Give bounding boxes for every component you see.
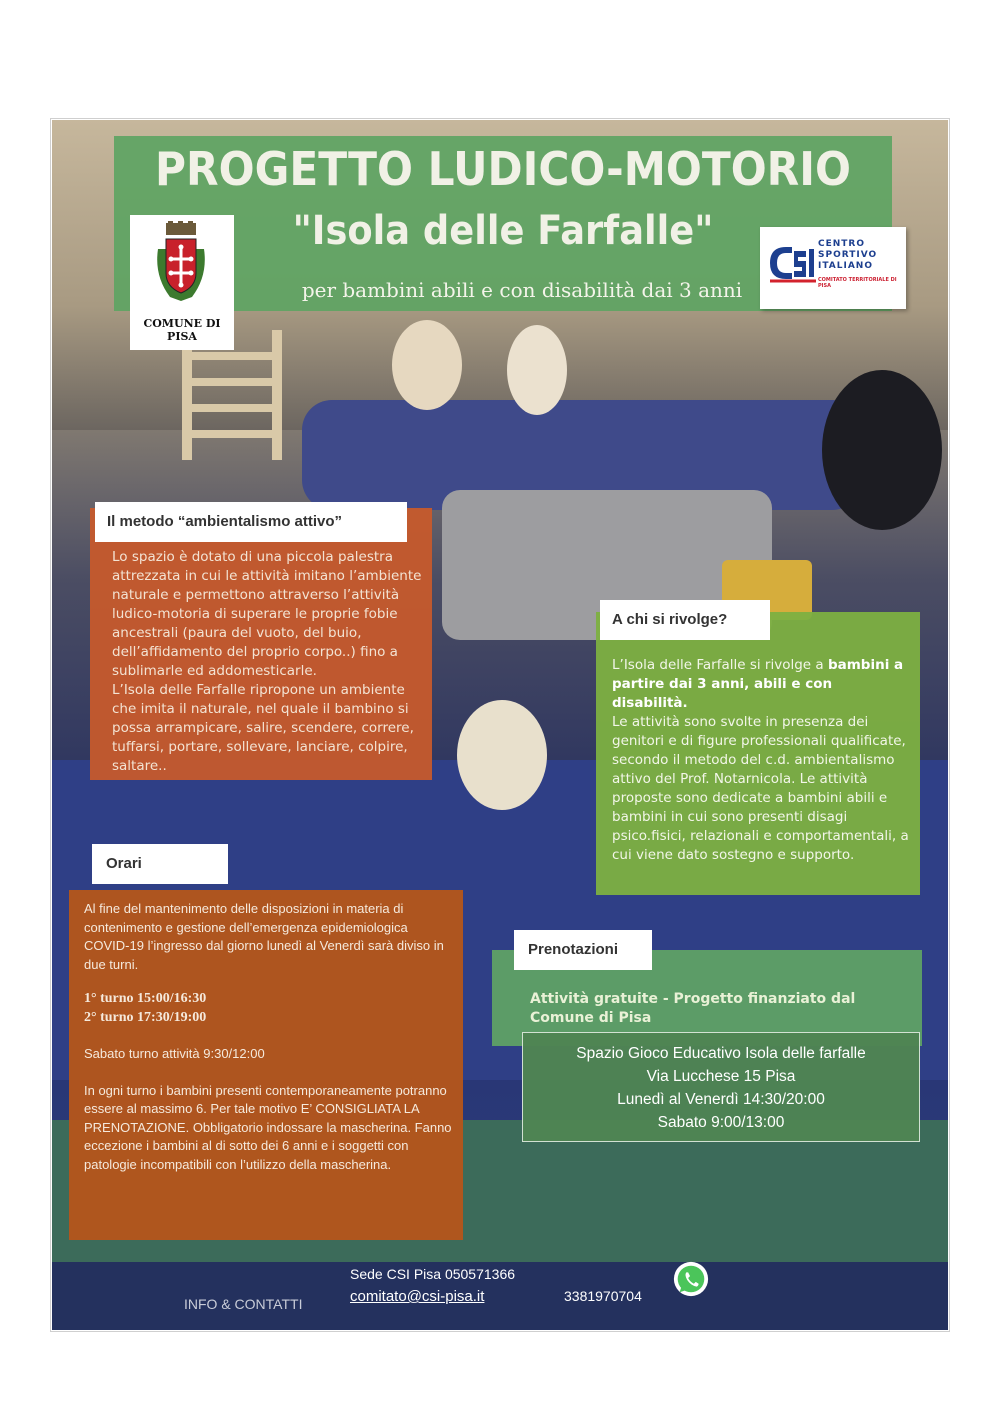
footer-info-label: INFO & CONTATTI — [184, 1296, 303, 1312]
ladder-rung — [182, 352, 282, 360]
csi-line-2: SPORTIVO — [818, 250, 878, 260]
orari-note: In ogni turno i bambini presenti contemporaneamente potranno essere al massimo 6. Per tale motivo E’ CONSIGLIATA LA PRENOTAZIONE. Obbligatorio indossare la mascherina. Fanno eccezione i bambini al di sotto dei 6 anni e i soggetti con patologie incompatibili con l’utilizzo della mascherina. — [84, 1082, 452, 1172]
child-figure — [457, 700, 547, 810]
child-figure — [392, 320, 462, 410]
orari-turno-1: 1° turno 15:00/16:30 — [84, 991, 207, 1006]
child-figure — [507, 325, 567, 415]
target-label: A chi si rivolge? — [600, 600, 770, 640]
csi-line-1: CENTRO — [818, 239, 866, 249]
whatsapp-icon[interactable] — [672, 1260, 710, 1298]
footer-email-link[interactable]: comitato@csi-pisa.it — [350, 1288, 485, 1305]
metodo-paragraph-1: Lo spazio è dotato di una piccola palestra attrezzata in cui le attività imitano l’ambiente naturale e permettono attraverso l’attività ludico-motoria di superare le proprie fobie ancestrali (paura del vuoto, del buio, dell’affidamento del proprio corpo..) fino a sublimarle ed addomesticarle. — [112, 549, 422, 679]
ladder-rail-right — [272, 330, 282, 460]
csi-line-3: ITALIANO — [818, 261, 873, 271]
footer-sede: Sede CSI Pisa 050571366 — [350, 1266, 516, 1282]
csi-mark-icon — [768, 241, 818, 285]
pisa-crest-icon — [152, 221, 210, 303]
page-subtitle-name: "Isola delle Farfalle" — [292, 208, 714, 254]
orari-intro: Al fine del mantenimento delle disposizioni in materia di contenimento e gestione dell’emergenza epidemiologica COVID-19 l’ingresso dal giorno lunedì al Venerdì sarà diviso in due turni. — [84, 901, 444, 972]
target-text — [612, 656, 910, 865]
prenotazioni-place: Spazio Gioco Educativo Isola delle farfalle — [576, 1045, 866, 1062]
comune-di-pisa-logo — [130, 215, 234, 350]
page-tagline: per bambini abili e con disabilità dai 3 anni — [301, 278, 743, 302]
ladder-rung — [182, 378, 282, 386]
metodo-paragraph-2: L’Isola delle Farfalle ripropone un ambiente che imita il naturale, nel quale il bambino si possa arrampicare, salire, scendere, correre, tuffarsi, portare, sollevare, lanciare, colpire, saltare.. — [112, 682, 414, 774]
page-title: PROGETTO LUDICO-MOTORIO — [155, 142, 851, 196]
csi-logo-text — [818, 239, 877, 272]
target-intro: L’Isola delle Farfalle si rivolge a — [612, 657, 824, 673]
prenotazioni-label: Prenotazioni — [514, 930, 652, 970]
orari-text — [84, 900, 454, 1174]
metodo-text — [112, 548, 424, 776]
orari-turno-2: 2° turno 17:30/19:00 — [84, 1009, 207, 1025]
orari-sabato: Sabato turno attività 9:30/12:00 — [84, 1046, 265, 1061]
prenotazioni-free-text: Attività gratuite - Progetto finanziato dal Comune di Pisa — [530, 991, 856, 1026]
adult-figure — [822, 370, 942, 530]
prenotazioni-weekdays: Lunedì al Venerdì 14:30/20:00 — [617, 1091, 825, 1108]
footer-phone[interactable]: 3381970704 — [564, 1288, 642, 1304]
target-description: Le attività sono svolte in presenza dei genitori e di figure professionali qualificate, secondo il metodo del c.d. ambientalismo attivo del Prof. Notarnicola. Le attività proposte sono dedicate a bambini abili e bambini in cui sono presenti disagi psico.fisici, relazionali e comportamentali, a cui viene dato sostegno e supporto. — [612, 714, 909, 863]
prenotazioni-saturday: Sabato 9:00/13:00 — [657, 1114, 785, 1131]
metodo-label: Il metodo “ambientalismo attivo” — [95, 502, 407, 542]
csi-logo-subtext: COMITATO TERRITORIALE DI PISA — [818, 277, 897, 289]
ladder-rung — [182, 430, 282, 438]
orari-label: Orari — [92, 844, 228, 884]
pisa-logo-label: COMUNE DI PISA — [143, 317, 221, 343]
ladder-rung — [182, 404, 282, 412]
prenotazioni-address: Via Lucchese 15 Pisa — [646, 1068, 796, 1085]
target-highlight: bambini a partire dai 3 anni, abili e con disabilità. — [612, 657, 904, 711]
poster — [52, 120, 948, 1330]
prenotazioni-details — [522, 1042, 920, 1134]
csi-logo — [760, 227, 906, 309]
